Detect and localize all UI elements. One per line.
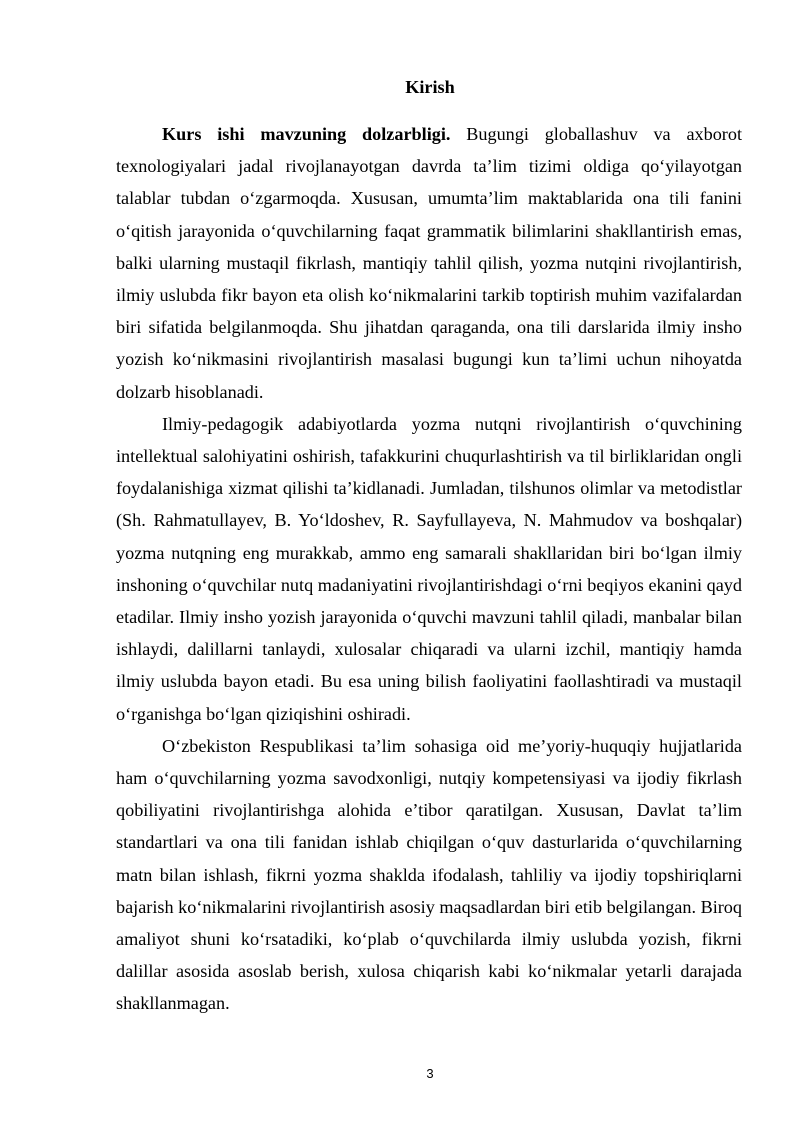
page-title: Kirish [405, 77, 455, 97]
paragraph-regulations [116, 730, 742, 1020]
paragraph-text: Bugungi globallashuv va axborot texnologiyalari jadal rivojlanayotgan davrda ta’lim tizimi oldiga qo‘yilayotgan talablar tubdan o‘zgarmoqda. Xususan, umumta’lim maktablarida ona tili fanini o‘qitish jarayonida o‘quvchilarning faqat grammatik bilimlarini shakllantirish emas, balki ularning mustaqil fikrlash, mantiqiy tahlil qilish, yozma nutqini rivojlantirish, ilmiy uslubda fikr bayon eta olish ko‘nikmalarini tarkib toptirish muhim vazifalardan biri sifatida belgilanmoqda. Shu jihatdan qaraganda, ona tili darslarida ilmiy insho yozish ko‘nikmasini rivojlantirish masalasi bugungi kun ta’limi uchun nihoyatda dolzarb hisoblanadi. [116, 124, 742, 402]
paragraph-text: O‘zbekiston Respublikasi ta’lim sohasiga oid me’yoriy-huquqiy hujjatlarida ham o‘quvchilarning yozma savodxonligi, nutqiy kompetensiyasi va ijodiy fikrlash qobiliyatini rivojlantirishga alohida e’tibor qaratilgan. Xususan, Davlat ta’lim standartlari va ona tili fanidan ishlab chiqilgan o‘quv dasturlarida o‘quvchilarning matn bilan ishlash, fikrni yozma shaklda ifodalash, tahliliy va ijodiy topshiriqlarni bajarish ko‘nikmalarini rivojlantirish asosiy maqsadlardan biri etib belgilangan. Biroq amaliyot shuni ko‘rsatadiki, ko‘plab o‘quvchilarda ilmiy uslubda yozish, fikrni dalillar asosida asoslab berish, xulosa chiqarish kabi ko‘nikmalar yetarli darajada shakllanmagan. [116, 735, 742, 1014]
paragraph-literature [116, 408, 742, 730]
paragraph-text: Ilmiy-pedagogik adabiyotlarda yozma nutqni rivojlantirish o‘quvchining intellektual salohiyatini oshirish, tafakkurini chuqurlashtirish va til birliklaridan ongli foydalanishiga xizmat qilishi ta’kidlanadi. Jumladan, tilshunos olimlar va metodistlar (Sh. Rahmatullayev, B. Yo‘ldoshev, R. Sayfullayeva, N. Mahmudov va boshqalar) yozma nutqning eng murakkab, ammo eng samarali shakllaridan biri bo‘lgan ilmiy inshoning o‘quvchilar nutq madaniyatini rivojlantirishdagi o‘rni beqiyos ekanini qayd etadilar. Ilmiy insho yozish jarayonida o‘quvchi mavzuni tahlil qiladi, manbalar bilan ishlaydi, dalillarni tanlaydi, xulosalar chiqaradi va ularni izchil, mantiqiy hamda ilmiy uslubda bayon etadi. Bu esa uning bilish faoliyatini faollashtiradi va mustaqil o‘rganishga bo‘lgan qiziqishini oshiradi. [116, 413, 742, 724]
body-text [116, 118, 742, 1020]
paragraph-relevance [116, 118, 742, 408]
paragraph-lead-heading: Kurs ishi mavzuning dolzarbligi. [162, 124, 451, 144]
page-number: 3 [426, 1066, 434, 1081]
